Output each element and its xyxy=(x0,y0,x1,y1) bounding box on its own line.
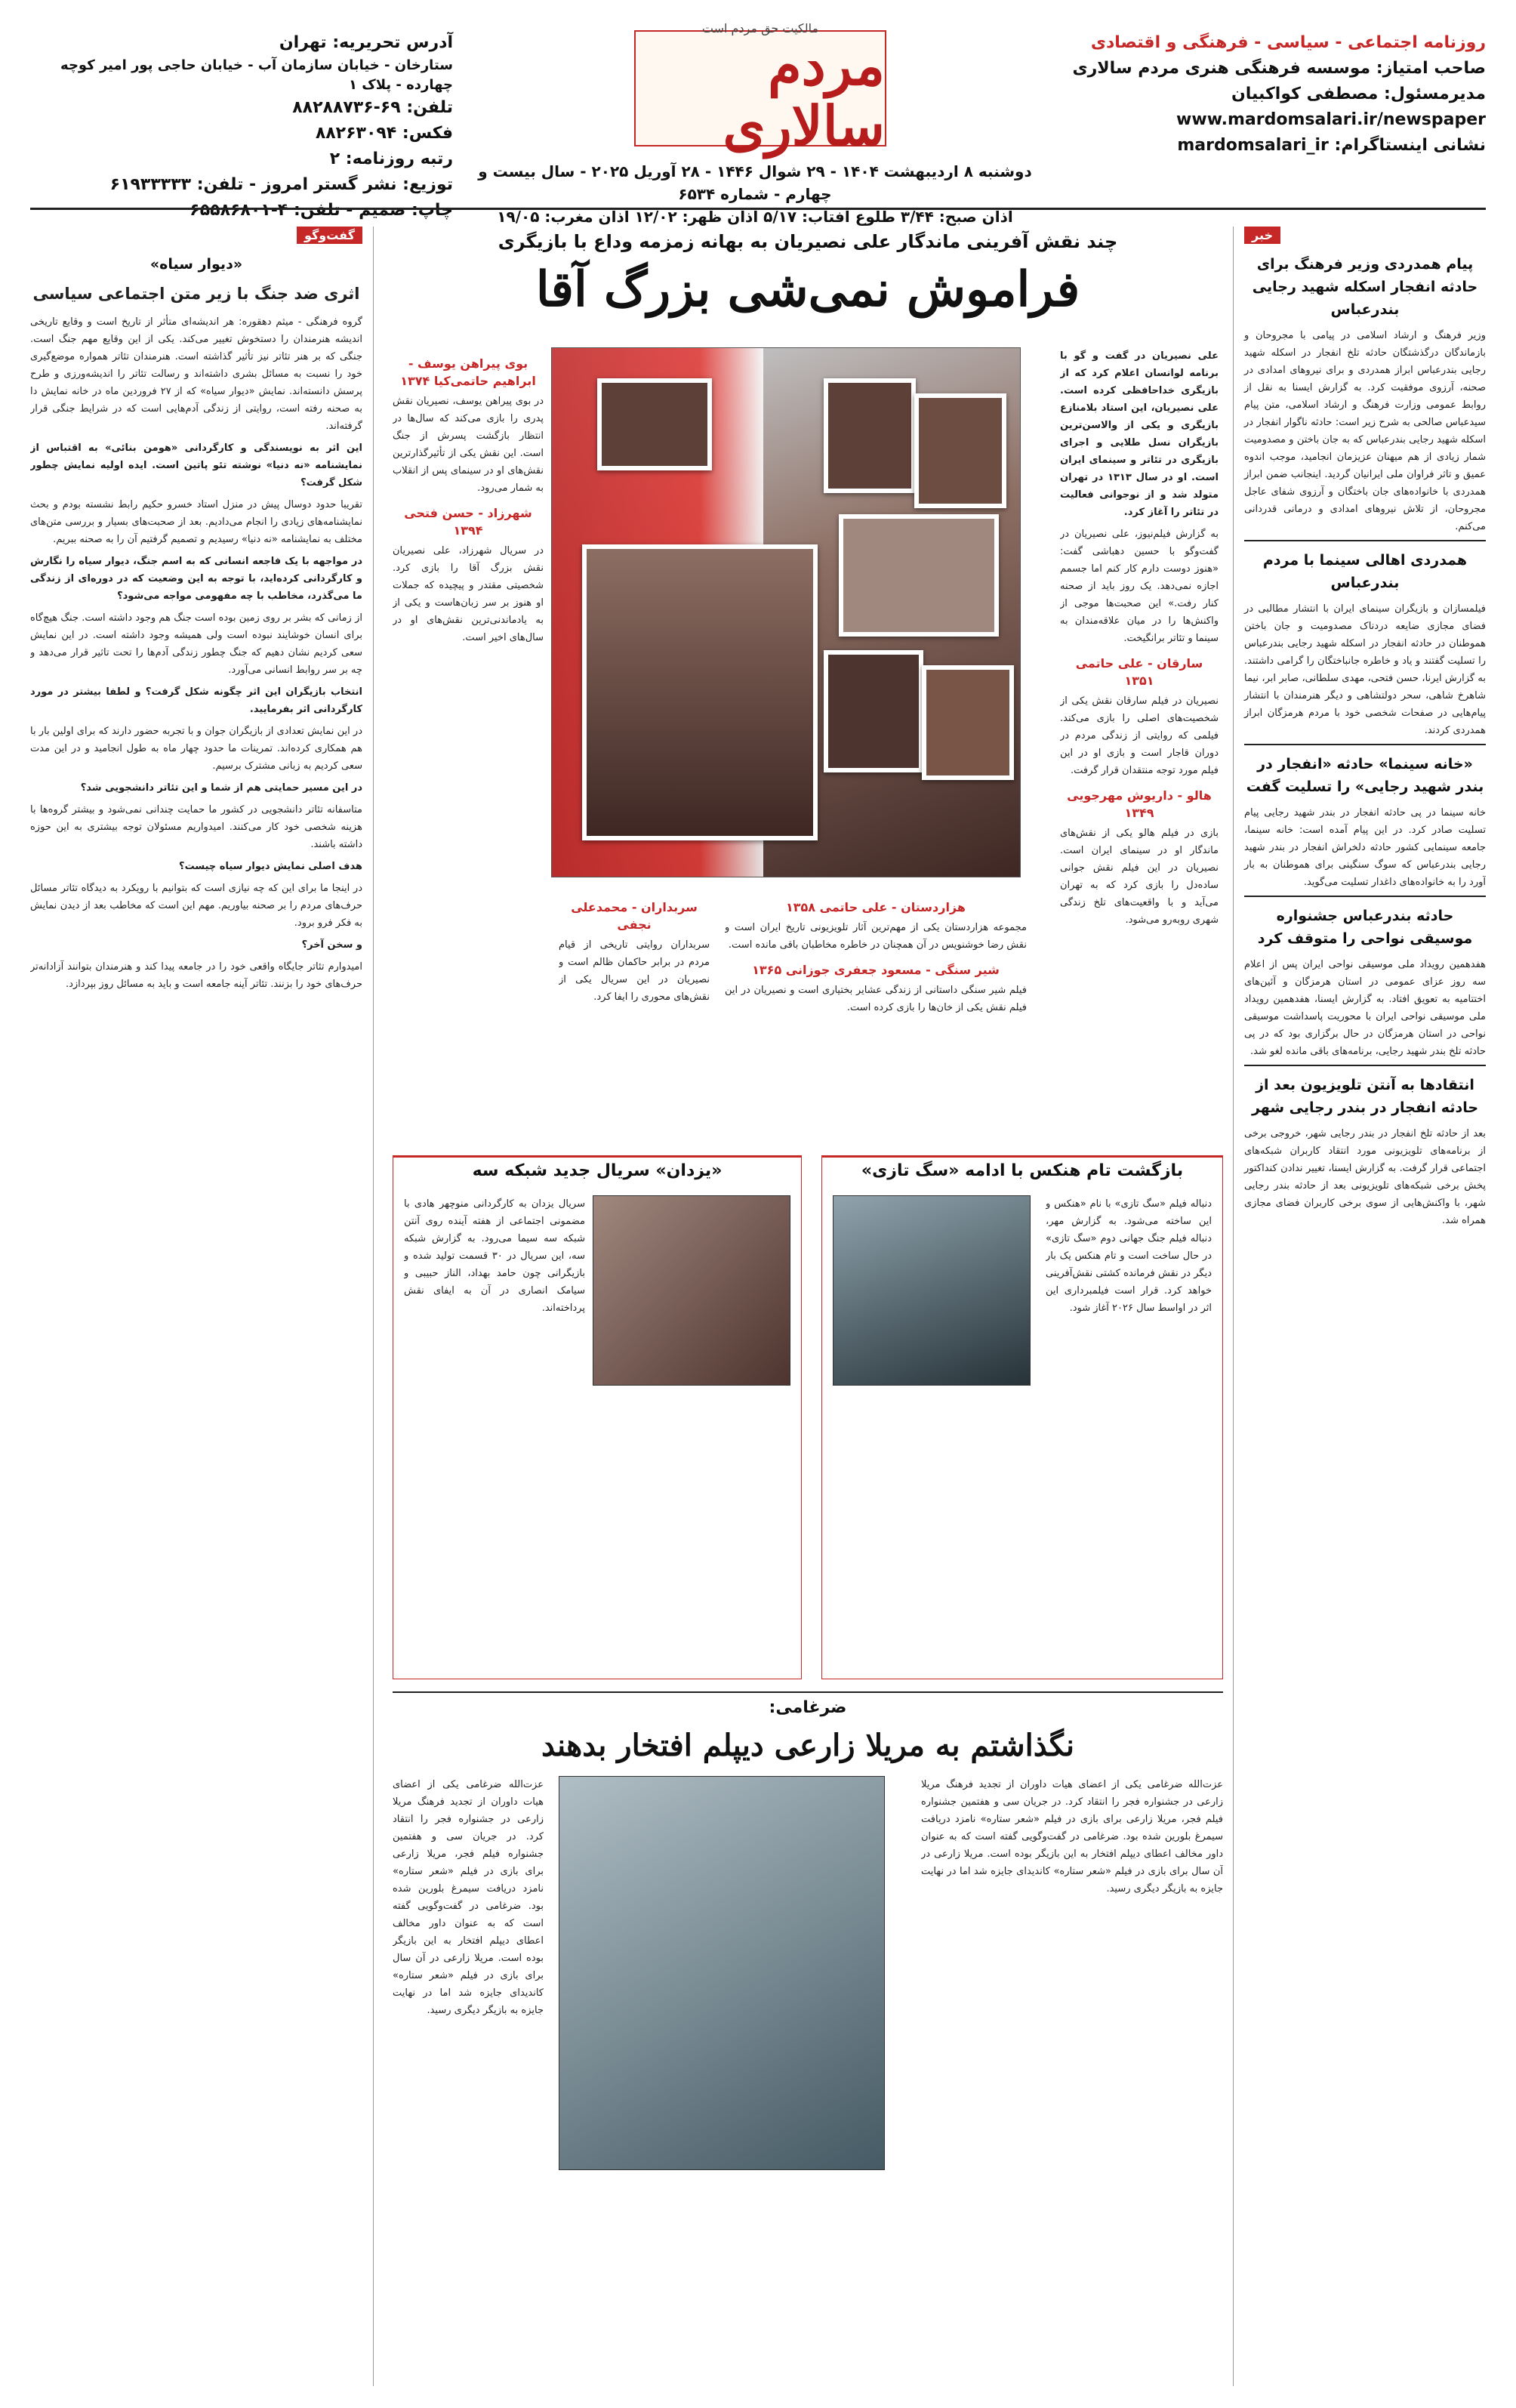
interview-body: گروه فرهنگی - میثم دهقوره: هر اندیشه‌ای متأثر از تاریخ است و وقایع تاریخی اندیشه هنرمندان را دستخوش تغییر می‌کند. یکی از این وقایع مهم جنگ است. جنگی که بر هنر تئاتر نیز تأثیر گذاشته است. هنرمندان تئاتر همواره موضع‌گیری خود را نسبت به مسائل بشری داشته‌اند و رسالت تئاتر را اندیشه‌ورزی و طرح پرسش دانسته‌اند. نمایش «دیوار سیاه» که از ۲۷ فروردین ماه در خانه نمایش دا به صحنه رفته است، روایتی از زندگی آدم‌هایی است که در شرایط جنگی قرار گرفته‌اند. xyxy=(30,316,362,432)
dateline xyxy=(468,160,1042,228)
story1-title[interactable]: پیام همدردی وزیر فرهنگ برای حادثه انفجار اسکله شهید رجایی بندرعباس xyxy=(1252,256,1478,318)
right-news-column xyxy=(1233,227,1486,2386)
logo-name: مردم سالاری xyxy=(723,32,885,158)
story2-title[interactable]: همدردی اهالی سینما با مردم بندرعباس xyxy=(1262,552,1468,591)
bottom-kicker: ضرغامی: xyxy=(769,1698,847,1717)
box-body: سریال یزدان به کارگردانی منوچهر هادی با مضمونی اجتماعی از هفته آینده روی آنتن شبکه سه سیما می‌رود. به گزارش شبکه سه، این سریال در ۳۰ قسمت تولید شده و بازیگرانی چون حامد بهداد، الناز حبیبی و سیامک انصاری در آن به ایفای نقش پرداخته‌اند. xyxy=(404,1198,585,1314)
feature-text-col1 xyxy=(1060,347,1223,1148)
feature-body: به گزارش فیلم‌نیوز، علی نصیریان در گفت‌وگو با حسین دهباشی گفت: «هنوز دوست دارم کار کنم اما جسمم اجازه نمی‌دهد. یک روز باید از صحنه کنار رفت.» این صحبت‌ها موجی از واکنش‌ها را در میان علاقه‌مندان به سینما و تئاتر برانگیخت. xyxy=(1060,529,1219,644)
feature-body: فیلم شیر سنگی داستانی از زندگی عشایر بختیاری است و نصیریان در این فیلم نقش یکی از خان‌ها را بازی کرده است. xyxy=(725,985,1027,1013)
masthead-info-left xyxy=(30,30,453,224)
feature-body: نصیریان در فیلم سارقان نقش یکی از شخصیت‌های اصلی را بازی می‌کند. فیلمی که روایتی از زندگی مردم در دوران قاجار است و بازی او در این فیلم مورد توجه منتقدان قرار گرفت. xyxy=(1060,695,1219,776)
interview-kicker: «دیوار سیاه» xyxy=(149,256,243,273)
paper-type: روزنامه اجتماعی - سیاسی - فرهنگی و اقتصادی xyxy=(1090,33,1486,52)
marila-zarei-photo xyxy=(559,1776,885,2170)
feature-lead: علی نصیریان در گفت و گو با برنامه لوانسان اعلام کرد که از بازیگری خداحافظی کرده است. علی نصیریان، این استاد بلامنازع بازیگری و یکی از والاسن‌ترین بازیگران نسل طلایی و اجرای بازیگری در تئاتر و سینمای ایران است. او در سال ۱۳۱۳ در تهران متولد شد و از نوجوانی فعالیت در تئاتر را آغاز کرد. xyxy=(1060,350,1219,518)
interview-body: تقریبا حدود دوسال پیش در منزل استاد خسرو حکیم رابط نشسته بودم و بحث نمایشنامه‌های زیادی را انجام می‌دادیم. بعد از صحبت‌های بسیار و بررسی متن‌های مختلف به نمایشنامه «نه دنیا» رسیدیم و تصمیم گرفتیم آن را به صحنه ببریم. xyxy=(30,499,362,545)
feature-body: در سریال شهرزاد، علی نصیریان نقش بزرگ آقا را بازی کرد. شخصیتی مقتدر و پیچیده که جملات او هنوز بر سر زبان‌هاست و یکی از به یادماندنی‌ترین نقش‌های او در سال‌های اخیر است. xyxy=(393,545,544,643)
story5-title[interactable]: انتقادها به آنتن تلویزیون بعد از حادثه انفجار در بندر رجایی شهر xyxy=(1251,1077,1479,1116)
bottom-body: عزت‌الله ضرغامی یکی از اعضای هیات داوران از تجدید فرهنگ مریلا زارعی در جشنواره فجر را انتقاد کرد. در جریان سی و هفتمین جشنواره فیلم فجر، مریلا زارعی برای بازی در فیلم «شعر ستاره» نامزد دریافت سیمرغ بلورین شده بود. ضرغامی در گفت‌وگویی گفته است که به عنوان داور مخالف اعطای دیپلم افتخار به این بازیگر بوده است. مریلا زارعی در آن سال برای بازی در فیلم «شعر ستاره» کاندیدای جایزه شد اما در نهایت جایزه به بازیگر دیگری رسید. xyxy=(921,1779,1223,1895)
interview-body: در این نمایش تعدادی از بازیگران جوان و با تجربه حضور دارند که برای اولین بار با هم همکاری کرده‌اند. تمرینات ما حدود چهار ماه به طول انجامید و در این مدت سعی کردیم به زبانی مشترک برسیم. xyxy=(30,726,362,772)
instagram-link[interactable]: نشانی اینستاگرام: mardomsalari_ir xyxy=(1177,136,1486,155)
feature-headline[interactable]: فراموش نمی‌شی بزرگ آقا xyxy=(535,261,1080,318)
left-interview-column xyxy=(30,227,374,2386)
divider xyxy=(1244,744,1486,745)
story4-title[interactable]: حادثه بندرعباس جشنواره موسیقی نواحی را متوقف کرد xyxy=(1257,908,1473,947)
feature-photo-collage xyxy=(551,347,1021,877)
interview-question: در مواجهه با یک فاجعه انسانی که به اسم جنگ، دیوار سیاه را نگارش و کارگردانی کرده‌اید، با توجه به این وضعیت که در دوره‌ای از زندگی ما می‌گذرد، مخاطب با چه مفهومی مواجه می‌شود؟ xyxy=(30,556,362,602)
story3-title[interactable]: «خانه سینما» حادثه «انفجار در بندر شهید رجایی» را تسلیت گفت xyxy=(1246,756,1484,795)
feature-body: بازی در فیلم هالو یکی از نقش‌های ماندگار او در سینمای ایران است. نصیریان در این فیلم نقش جوانی ساده‌دل را بازی کرد که به تهران می‌آید و با واقعیت‌های تلخ زندگی شهری روبه‌رو می‌شود. xyxy=(1060,828,1219,926)
film-subhead: بوی پیراهن یوسف - ابراهیم حاتمی‌کیا ۱۳۷۴ xyxy=(400,356,536,388)
issue-date: دوشنبه ۸ اردیبهشت ۱۴۰۴ - ۲۹ شوال ۱۴۴۶ - ۲۸ آوریل ۲۰۲۵ - سال بیست و چهارم - شماره ۶۵۳۴ xyxy=(478,162,1032,203)
film-subhead: هالو - داریوش مهرجویی ۱۳۴۹ xyxy=(1067,788,1212,820)
role-photo xyxy=(922,665,1014,780)
film-subhead: سربداران - محمدعلی نجفی xyxy=(571,900,698,932)
bottom-story xyxy=(393,1691,1223,2373)
role-photo xyxy=(597,378,712,470)
divider xyxy=(1244,1065,1486,1066)
yazdan-series-photo xyxy=(593,1195,790,1386)
box-title[interactable]: «یزدان» سریال جدید شبکه سه xyxy=(472,1161,723,1180)
story1-body: وزیر فرهنگ و ارشاد اسلامی در پیامی با مجروحان و بازماندگان درگذشتگان حادثه تلخ انفجار در اسکله شهید رجایی بندرعباس ابراز همدردی و برای نیروهای امدادی در صحنه، آرزوی موفقیت کرد. به گزارش ایسنا به نقل از روابط عمومی وزارت فرهنگ و ارشاد اسلامی، متن پیام سیدعباس صالحی به شرح زیر است: حادثه ناگوار انفجار در اسکله شهید رجایی بندرعباس که به جان باختن و مصدومیت شمار زیادی از هم میهنان عزیزمان انجامید، موجب اندوه عمیق و تاثر فراوان ملی ایرانیان گردید. اینجانب ضمن ابراز همدردی با خانواده‌های جان باختگان و آرزوی شفای عاجل مجروحان، از تلاش نیروهای امدادی و درمانی قدردانی می‌کنم. xyxy=(1244,330,1486,532)
role-photo xyxy=(839,514,999,637)
feature-kicker: چند نقش آفرینی ماندگار علی نصیریان به بهانه زمزمه وداع با بازیگری xyxy=(498,231,1118,252)
website-link[interactable]: www.mardomsalari.ir/newspaper xyxy=(1176,110,1486,129)
rank: رتبه روزنامه: ۲ xyxy=(329,150,453,168)
divider xyxy=(1244,540,1486,541)
feature-text-col4 xyxy=(393,347,544,1148)
feature-text-col2 xyxy=(725,891,1027,1148)
interview-question: این اثر به نویسندگی و کارگردانی «هومن بنائی» به اقتباس از نمایشنامه «نه دنیا» نوشته تئو پاتین است. ایده اولیه نمایش چطور شکل گرفت؟ xyxy=(30,442,362,489)
box-title[interactable]: بازگشت تام هنکس با ادامه «سگ تازی» xyxy=(861,1161,1184,1180)
news-box-hanks xyxy=(821,1155,1223,1679)
bottom-body-continued: عزت‌الله ضرغامی یکی از اعضای هیات داوران از تجدید فرهنگ مریلا زارعی در جشنواره فجر را انتقاد کرد. در جریان سی و هفتمین جشنواره فیلم فجر، مریلا زارعی برای بازی در فیلم «شعر ستاره» نامزد دریافت سیمرغ بلورین شده بود. ضرغامی در گفت‌وگویی گفته است که به عنوان داور مخالف اعطای دیپلم افتخار به این بازیگر بوده است. مریلا زارعی در آن سال برای بازی در فیلم «شعر ستاره» کاندیدای جایزه شد اما در نهایت جایزه به بازیگر دیگری رسید. xyxy=(393,1779,544,2016)
story4-body: هفدهمین رویداد ملی موسیقی نواحی ایران پس از اعلام سه روز عزای عمومی در استان هرمزگان و آئین‌های اختتامیه به تعویق افتاد. به گزارش ایسنا، هفدهمین رویداد ملی موسیقی نواحی ایران با محوریت پاسداشت موسیقی نواحی در استان هرمزگان در حال برگزاری بود که در پی حادثه تلخ بندر شهید رجایی، برنامه‌های باقی مانده لغو شد. xyxy=(1244,959,1486,1057)
box-body: دنباله فیلم «سگ تازی» با نام «هنکس و این ساخته می‌شود. به گزارش مهر، دنباله فیلم جنگ جهانی دوم «سگ تازی» در حال ساخت است و تام هنکس یک بار دیگر در نقش فرمانده کشتی نقش‌آفرینی خواهد کرد. قرار است فیلمبرداری این اثر در اواسط سال ۲۰۲۶ آغاز شود. xyxy=(1046,1198,1212,1314)
fax: فکس: ۸۸۲۶۳۰۹۴ xyxy=(315,124,453,143)
masthead-divider xyxy=(30,208,1486,210)
center-feature xyxy=(393,227,1223,2386)
newspaper-logo xyxy=(634,20,886,158)
interview-title[interactable]: اثری ضد جنگ با زیر متن اجتماعی سیاسی xyxy=(32,285,360,303)
film-subhead: شهرزاد - حسن فتحی ۱۳۹۴ xyxy=(404,506,532,538)
story5-body: بعد از حادثه تلخ انفجار در بندر رجایی شهر، خروجی برخی از برنامه‌های تلویزیونی مورد انتقاد کاربران شبکه‌های اجتماعی قرار گرفت. به گزارش ایسنا، تغییر ندادن کنداکتور پخش برخی شبکه‌های تلویزیونی بعد از حادثه بندر رجایی شهر، با واکنش‌هایی از سوی برخی کاربران فضای مجازی همراه شد. xyxy=(1244,1128,1486,1226)
film-subhead: هزاردستان - علی حاتمی ۱۳۵۸ xyxy=(786,900,966,914)
distribution: توزیع: نشر گستر امروز - تلفن: ۶۱۹۳۳۳۳۳ xyxy=(109,175,453,194)
section-label: خبر xyxy=(1244,227,1280,244)
role-photo xyxy=(914,393,1006,508)
divider xyxy=(1244,896,1486,897)
interview-question: هدف اصلی نمایش دیوار سیاه چیست؟ xyxy=(179,861,362,872)
news-box-yazdan xyxy=(393,1155,802,1679)
role-photo xyxy=(824,650,923,772)
feature-body: مجموعه هزاردستان یکی از مهم‌ترین آثار تلویزیونی تاریخ ایران است و نقش رضا خوشنویس در آن همچنان در خاطره مخاطبان باقی مانده است. xyxy=(725,922,1027,951)
azan-times: اذان صبح: ۳/۴۴ طلوع آفتاب: ۵/۱۷ اذان ظهر: ۱۲/۰۲ اذان مغرب: ۱۹/۰۵ xyxy=(497,208,1013,226)
address-line: ستارخان - خیابان سازمان آب - خیابان حاجی پور امیر کوچه چهارده - پلاک ۱ xyxy=(60,57,453,93)
publisher: صاحب امتیاز: موسسه فرهنگی هنری مردم سالاری xyxy=(1072,59,1486,78)
film-subhead: شیر سنگی - مسعود جعفری جوزانی ۱۳۶۵ xyxy=(752,963,1000,977)
address-label: آدرس تحریریه: تهران xyxy=(279,33,453,52)
story3-body: خانه سینما در پی حادثه انفجار در بندر شهید رجایی پیام تسلیت صادر کرد. در این پیام آمده است: خانه سینما، جامعه سینمایی کشور حادثه دلخراش انفجار در بندر شهید رجایی بندرعباس که سوگ سنگینی برای هموطنان به بار آورد را به خانواده‌های داغدار تسلیت می‌گوید. xyxy=(1244,807,1486,888)
tom-hanks-photo xyxy=(833,1195,1031,1386)
actor-portrait-photo xyxy=(582,544,818,840)
feature-text-col3 xyxy=(559,891,710,1148)
interview-body: از زمانی که بشر بر روی زمین بوده است جنگ هم وجود داشته است. جنگ هیچ‌گاه برای انسان خوشایند نبوده است ولی همیشه وجود داشته است. در این نمایش سعی کردیم نشان دهیم که جنگ چطور زندگی آدم‌ها را تحت تاثیر قرار می‌دهد و چه بر سر روابط انسانی می‌آورد. xyxy=(30,612,362,676)
print-info: چاپ: صمیم - تلفن: ۴-۶۵۵۸۶۸۰۱ xyxy=(190,201,453,220)
logo-slogan: مالکیت حق مردم است xyxy=(701,20,819,35)
managing-director: مدیرمسئول: مصطفی کواکبیان xyxy=(1231,85,1486,103)
feature-body: سربداران روایتی تاریخی از قیام مردم در برابر حاکمان ظالم است و نصیریان در این سریال یکی از نقش‌های محوری را ایفا کرد. xyxy=(559,939,710,1003)
role-photo xyxy=(824,378,916,493)
phone: تلفن: ۶۹-۸۸۲۸۸۷۳۶ xyxy=(292,98,453,117)
interview-question: انتخاب بازیگران این اثر چگونه شکل گرفت؟ و لطفا بیشتر در مورد کارگردانی اثر بفرمایید. xyxy=(30,686,362,715)
section-label: گفت‌وگو xyxy=(297,227,362,244)
interview-question: و سخن آخر؟ xyxy=(301,939,362,951)
masthead-info-right xyxy=(1063,30,1486,159)
story2-body: فیلمسازان و بازیگران سینمای ایران با انتشار مطالبی در فضای مجازی ضایعه دردناک مصدومیت و جان باختن هموطنان در حادثه انفجار در اسکله شهید رجایی بندرعباس را تسلیت گفتند و یاد و خاطره جانباختگان را گرامی داشتند. به گزارش ایرنا، حسن فتحی، مهدی سلطانی، صابر ابر، نیما شاهرخ شاهی، سحر دولتشاهی و دیگر هنرمندان با انتشار پیام‌هایی در صفحات شخصی خود با مردم هرمزگان ابراز همدردی کردند. xyxy=(1244,603,1486,736)
feature-body: در بوی پیراهن یوسف، نصیریان نقش پدری را بازی می‌کند که سال‌ها در انتظار بازگشت پسرش از جنگ است. این نقش یکی از تأثیرگذارترین نقش‌های او در سینمای پس از انقلاب به شمار می‌رود. xyxy=(393,396,544,494)
film-subhead: سارقان - علی حاتمی ۱۳۵۱ xyxy=(1075,656,1203,688)
interview-body: متاسفانه تئاتر دانشجویی در کشور ما حمایت چندانی نمی‌شود و بیشتر گروه‌ها با هزینه شخصی خود کار می‌کنند. امیدواریم مسئولان توجه بیشتری به این حوزه داشته باشند. xyxy=(30,804,362,850)
interview-body: در اینجا ما برای این که چه نیازی است که بتوانیم با رویکرد به دیدگاه تئاتر مسائل حرف‌های مردم را بر صحنه بیاوریم. مهم این است که مخاطب بعد از دیدن نمایش به فکر فرو برود. xyxy=(30,883,362,929)
interview-question: در این مسیر حمایتی هم از شما و این تئاتر دانشجویی شد؟ xyxy=(80,782,362,794)
bottom-headline[interactable]: نگذاشتم به مریلا زارعی دیپلم افتخار بدهند xyxy=(541,1728,1074,1763)
interview-body: امیدوارم تئاتر جایگاه واقعی خود را در جامعه پیدا کند و هنرمندان بتوانند آزادانه‌تر حرف‌های خود را بزنند. تئاتر آینه جامعه است و باید به مسائل روز بپردازد. xyxy=(30,961,362,990)
